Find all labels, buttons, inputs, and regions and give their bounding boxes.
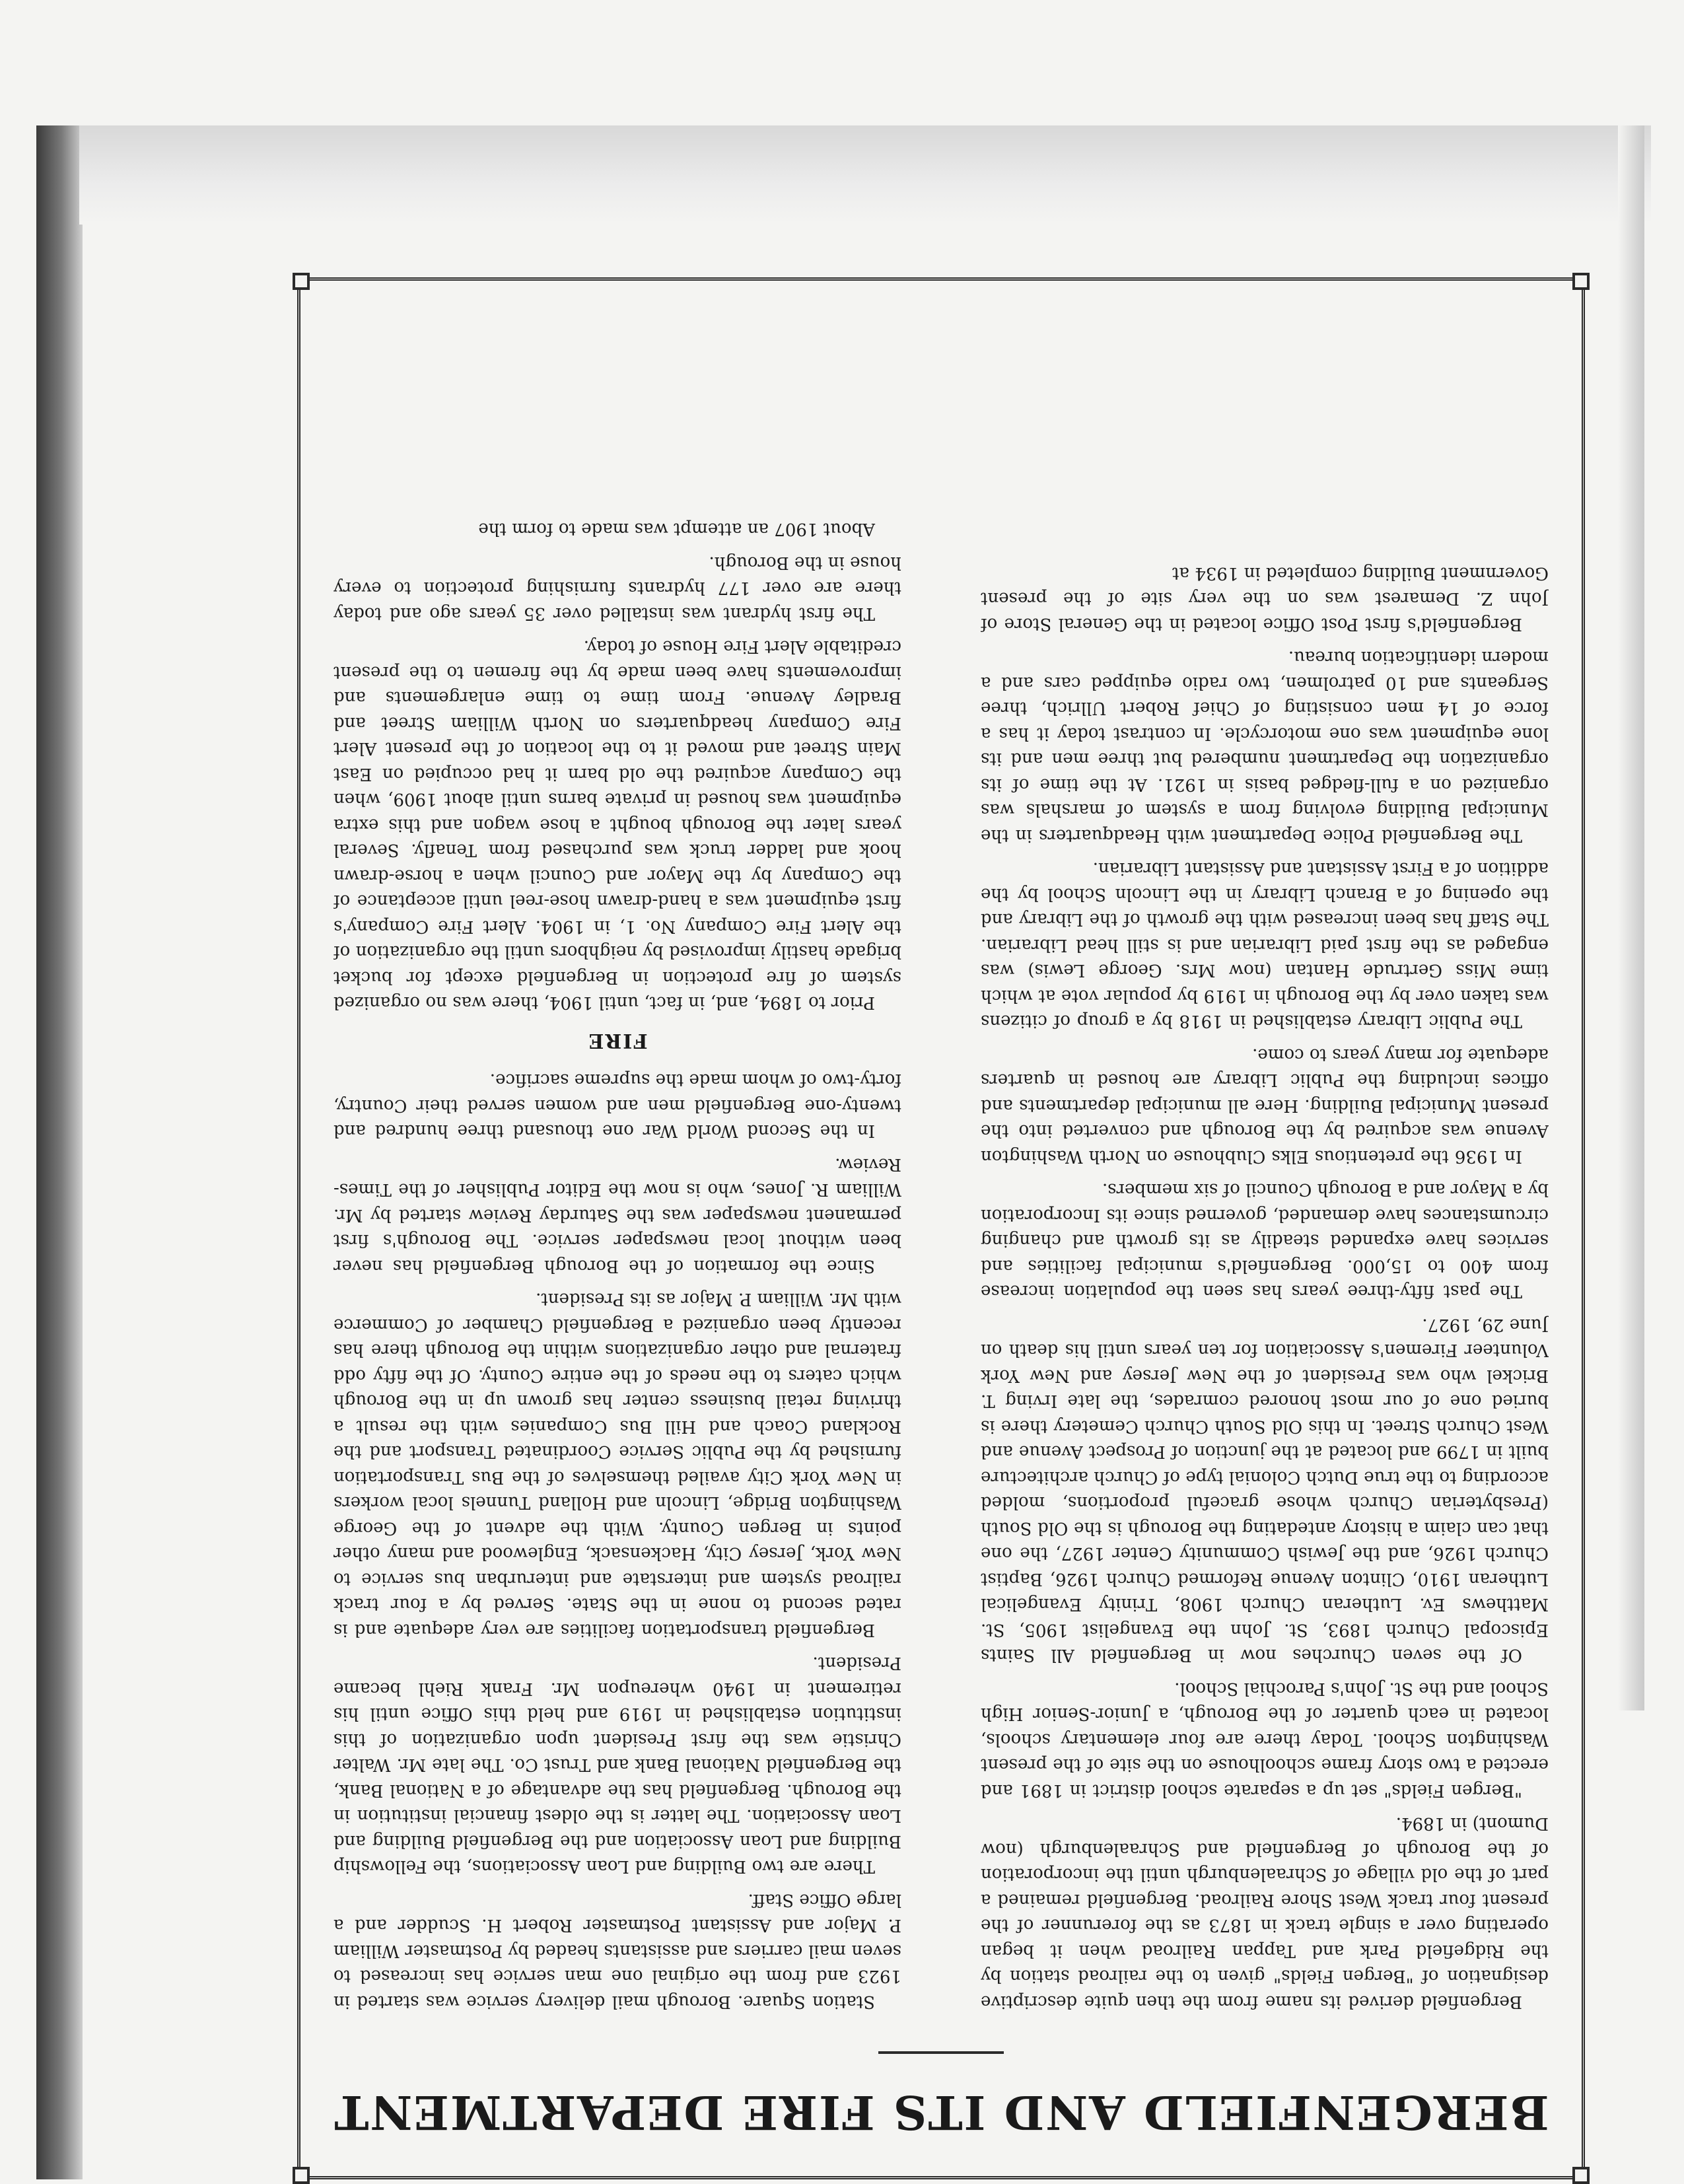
paragraph: Bergenfield's first Post Office located in the General Store of John Z. Demarest was on the very site of the present Government Building completed in 1934 at: [981, 563, 1549, 634]
section-heading-fire: FIRE: [587, 1029, 648, 1052]
border-corner-ornament: [1572, 273, 1590, 290]
paragraph: Prior to 1894, and, in fact, until 1904, there was no organized system of fire protection in Bergenfield except for bucket brigade hastily improvised by neighbors until the organization of the Alert Fire Company No. 1, in 1904. Alert Fire Company's first equipment was a hand-drawn hose-reel until acceptance of the Company by the Mayor and Council when a horse-drawn hook and ladder truck was purchased from Tenafly. Several years later the Borough bought a hose wagon and this extra equipment was housed in private barns until about 1909, when the Company acquired the old barn it had occupied on East Main Street and moved it to the location of the present Alert Fire Company headquarters on North William Street and Bradley Avenue. From time to time enlargements and improvements have been made by the firemen to the present creditable Alert Fire House of today.: [333, 637, 901, 1013]
border-corner-ornament: [293, 273, 310, 290]
paragraph: In the Second World War one thousand three hundred and twenty-one Bergenfield men and women served their Country, forty-two of whom made the supreme sacrifice.: [333, 1070, 901, 1141]
scan-shadow-right: [1618, 125, 1644, 1710]
paragraph: Bergenfield transportation facilities are very adequate and is rated second to none in the State. Served by a four track railroad system and interstate and interurban bus service to New York, Jersey City, Hackensack, Englewood and many other points in Bergen County. With the advent of the George Washington Bridge, Lincoln and Holland Tunnels local workers in New York City availed themselves of the Bus Transportation furnished by the Public Service Coordinated Transport and the Rockland Coach and Hill Bus Companies with the result a thriving retail business center has grown up in the Borough which caters to the needs of the entire County. Of the fifty odd fraternal and other organizations within the Borough there has recently been organized a Bergenfield Chamber of Commerce with Mr. William P. Major as its President.: [333, 1289, 901, 1640]
border-corner-ornament: [1572, 2167, 1590, 2184]
paragraph: Since the formation of the Borough Bergenfield has never been without local newspaper service. The Borough's first permanent newspaper was the Saturday Review started by Mr. William R. Jones, who is now the Editor Publisher of the Times-Review.: [333, 1154, 901, 1276]
right-column: [333, 310, 901, 2014]
paragraph: Bergenfield derived its name from the then quite descriptive designation of "Bergen Fields" given to the railroad station by the Ridgefield Park and Tappan Railroad when it began operating over a single track in 1873 as the forerunner of the present four track West Shore Railroad. Bergenfield remained a part of the old village of Schraalenburgh until the incorporation of the Borough of Bergenfield and Schraalenburgh (now Dumont) in 1894.: [981, 1814, 1549, 2012]
border-corner-ornament: [293, 2167, 310, 2184]
paragraph: About 1907 an attempt was made to form the: [478, 519, 875, 540]
paragraph: The past fifty-three years has seen the population increase from 400 to 15,000. Bergenfield's municipal facilities and services have expanded steadily as its growth and changing circumstances have demanded, governed since its Incorporation by a Mayor and a Borough Council of six members.: [981, 1180, 1549, 1302]
paragraph: "Bergen Fields" set up a separate school district in 1891 and erected a two story frame schoolhouse on the site of the present Washington School. Today there are four elementary schools, located in each quarter of the Borough, a Junior-Senior High School and the St. John's Parochial School.: [981, 1679, 1549, 1800]
paragraph: Of the seven Churches now in Bergenfield All Saints Episcopal Church 1893, St. John the Evangelist 1905, St. Matthews Ev. Lutheran Church 1908, Trinity Evangelical Lutheran 1910, Clinton Avenue Reformed Church 1926, Baptist Church 1926, and the Jewish Community Center 1927, the one that can claim a history antedating the Borough is the Old South (Presbyterian Church whose graceful proportions, molded according to the true Dutch Colonial type of Church architecture built in 1799 and located at the junction of Prospect Avenue and West Church Street. In this Old South Church Cemetery there is buried one of our most honored comrades, the late Irving T. Brickel who was President of the New Jersey and New York Volunteer Firemen's Association for ten years until his death on June 29, 1927.: [981, 1315, 1549, 1666]
title-rule: [878, 2051, 1004, 2054]
page-title: BERGENFIELD AND ITS FIRE DEPARTMENT: [333, 2085, 1549, 2140]
paragraph: The Public Library established in 1918 by a group of citizens was taken over by the Borough in 1919 by popular vote at which time Miss Gertrude Hantan (now Mrs. George Lewis) was engaged as the first paid Librarian and is still head Librarian. The Staff has been increased with the growth of the Library and the opening of a Branch Library in the Lincoln School by the addition of a First Assistant and Assistant Librarian.: [981, 859, 1549, 1032]
document-page: [297, 264, 1585, 2179]
paragraph: There are two Building and Loan Associations, the Fellowship Building and Loan Association and the Bergenfield Building and Loan Association. The latter is the oldest financial institution in the Borough. Bergenfield has the advantage of a National Bank, the Bergenfield National Bank and Trust Co. The late Mr. Walter Christie was the first President upon organization of this institution established in 1919 and held this Office until his retirement in 1940 whereupon Mr. Frank Riehl became President.: [333, 1653, 901, 1877]
paragraph: The first hydrant was installed over 35 years ago and today there are over 177 hydrants furnishing protection to every house in the Borough.: [333, 553, 901, 623]
left-column: [981, 310, 1549, 2014]
scan-shadow-top: [79, 125, 1651, 225]
scan-shadow-left: [36, 125, 83, 2179]
paragraph: The Bergenfield Police Department with Headquarters in the Municipal Building evolving from a system of marshals was organized on a full-fledged basis in 1921. At the time of its organization the Department numbered but three men and its lone equipment was one motorcycle. In contrast today it has a force of 14 men consisting of Chief Robert Ullrich, three Sergeants and 10 patrolmen, two radio equipped cars and a modern identification bureau.: [981, 647, 1549, 845]
paragraph: Station Square. Borough mail delivery service was started in 1923 and from the original one man service has increased to seven mail carriers and assistants headed by Postmaster William P. Major and Assistant Postmaster Robert H. Scudder and a large Office Staff.: [333, 1890, 901, 2012]
paragraph: In 1936 the pretentious Elks Clubhouse on North Washington Avenue was acquired by the Borough and converted into the present Municipal Building. Here all municipal departments and offices including the Public Library are housed in quarters adequate for many years to come.: [981, 1045, 1549, 1166]
